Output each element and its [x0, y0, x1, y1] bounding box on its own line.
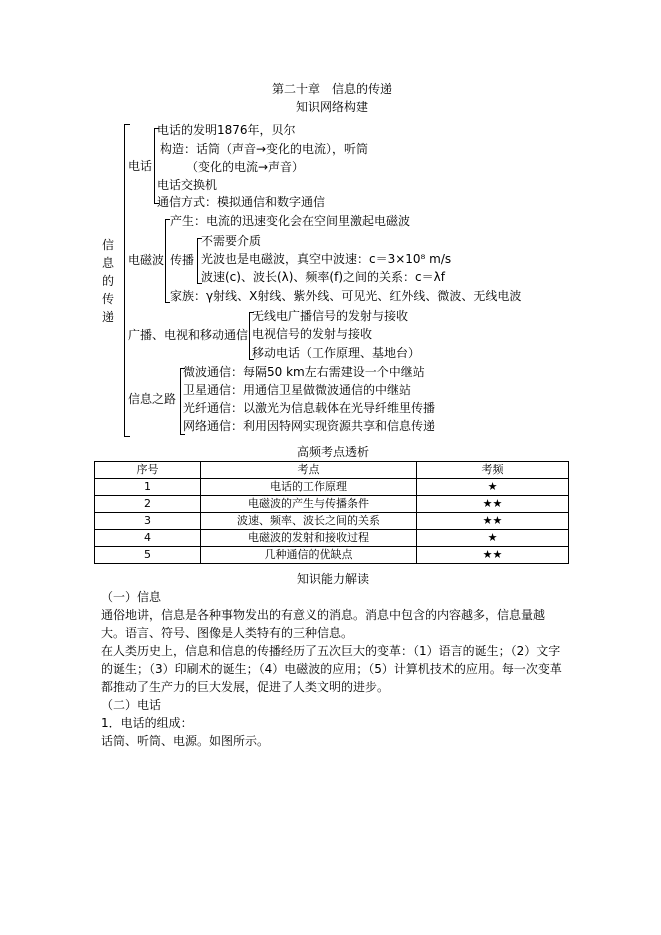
telephone-item-3: （变化的电流→声音）: [186, 160, 305, 174]
tree-root-char: 息: [101, 256, 114, 270]
telephone-item-5: 通信方式：模拟通信和数字通信: [157, 195, 326, 209]
table-row: [95, 479, 569, 496]
network-title: 知识网络构建: [296, 100, 369, 114]
section-2-heading: （二）电话: [101, 698, 162, 712]
telephone-item-1: 电话的发明1876年，贝尔: [157, 123, 296, 137]
info-road-item-3: 光纤通信：以激光为信息载体在光导纤维里传播: [183, 401, 436, 415]
row-stars: ★★: [417, 547, 569, 564]
propagation-item-1: 不需要介质: [201, 234, 262, 248]
row-stars: ★: [417, 530, 569, 547]
table-row: [95, 513, 569, 530]
row-stars: ★★: [417, 513, 569, 530]
row-index: 2: [95, 496, 201, 513]
table-row: [95, 547, 569, 564]
telephone-item-2: 构造：话筒（声音→变化的电流），听筒: [160, 142, 369, 156]
info-road-label: 信息之路: [128, 392, 177, 406]
exam-table: [94, 461, 569, 564]
info-road-item-2: 卫星通信：用通信卫星做微波通信的中继站: [183, 383, 412, 397]
section-1-paragraph-2: 在人类历史上，信息和信息的传播经历了五次巨大的变革：（1）语言的诞生；（2）文字的诞生；（3）印刷术的诞生；（4）电磁波的应用；（5）计算机技术的应用。每一次变革都推动了生产力的巨大发展，促进了人类文明的进步。: [101, 644, 562, 694]
tree-root-char: 的: [101, 274, 114, 288]
section-2-subheading: 1．电话的组成：: [101, 716, 193, 730]
propagation-label: 传播: [170, 253, 195, 267]
row-point: 波速、频率、波长之间的关系: [201, 513, 417, 530]
row-index: 4: [95, 530, 201, 547]
row-stars: ★★: [417, 496, 569, 513]
row-point: 几种通信的优缺点: [201, 547, 417, 564]
telephone-bracket: [154, 128, 159, 204]
em-wave-label: 电磁波: [128, 253, 165, 267]
table-header-row: [95, 462, 569, 479]
row-index: 1: [95, 479, 201, 496]
propagation-item-3: 波速(c)、波长(λ)、频率(f)之间的关系：c＝λf: [201, 270, 445, 284]
chapter-title: 第二十章 信息的传递: [272, 82, 393, 96]
telephone-item-4: 电话交换机: [157, 178, 218, 192]
tree-root-char: 信: [101, 238, 114, 252]
broadcast-item-3: 移动电话（工作原理、基地台）: [252, 346, 421, 360]
telephone-label: 电话: [128, 159, 153, 173]
em-generation: 产生：电流的迅速变化会在空间里激起电磁波: [170, 214, 411, 228]
section-1-heading: （一）信息: [101, 590, 162, 604]
row-index: 5: [95, 547, 201, 564]
header-index: 序号: [95, 462, 201, 479]
row-point: 电磁波的产生与传播条件: [201, 496, 417, 513]
row-index: 3: [95, 513, 201, 530]
row-stars: ★: [417, 479, 569, 496]
broadcast-item-1: 无线电广播信号的发射与接收: [252, 309, 409, 323]
tree-root-char: 传: [101, 292, 114, 306]
section-1-paragraph-1: 通俗地讲，信息是各种事物发出的有意义的消息。消息中包含的内容越多，信息量越大。语言、符号、图像是人类特有的三种信息。: [101, 608, 546, 640]
table-row: [95, 530, 569, 547]
section-2-text: 话筒、听筒、电源。如图所示。: [101, 734, 270, 748]
info-road-item-1: 微波通信：每隔50 km左右需建设一个中继站: [183, 365, 425, 379]
header-point: 考点: [201, 462, 417, 479]
propagation-item-2: 光波也是电磁波，真空中波速：c＝3×10⁸ m/s: [201, 252, 452, 266]
tree-root-char: 递: [101, 310, 114, 324]
row-point: 电话的工作原理: [201, 479, 417, 496]
ability-title: 知识能力解读: [297, 572, 370, 586]
header-frequency: 考频: [417, 462, 569, 479]
row-point: 电磁波的发射和接收过程: [201, 530, 417, 547]
table-row: [95, 496, 569, 513]
exam-title: 高频考点透析: [297, 445, 370, 459]
em-family: 家族：γ射线、X射线、紫外线、可见光、红外线、微波、无线电波: [170, 289, 522, 303]
tree-root-label: [101, 236, 115, 326]
info-road-item-4: 网络通信：利用因特网实现资源共享和信息传递: [183, 419, 436, 433]
broadcast-label: 广播、电视和移动通信: [128, 328, 249, 342]
broadcast-item-2: 电视信号的发射与接收: [252, 327, 373, 341]
